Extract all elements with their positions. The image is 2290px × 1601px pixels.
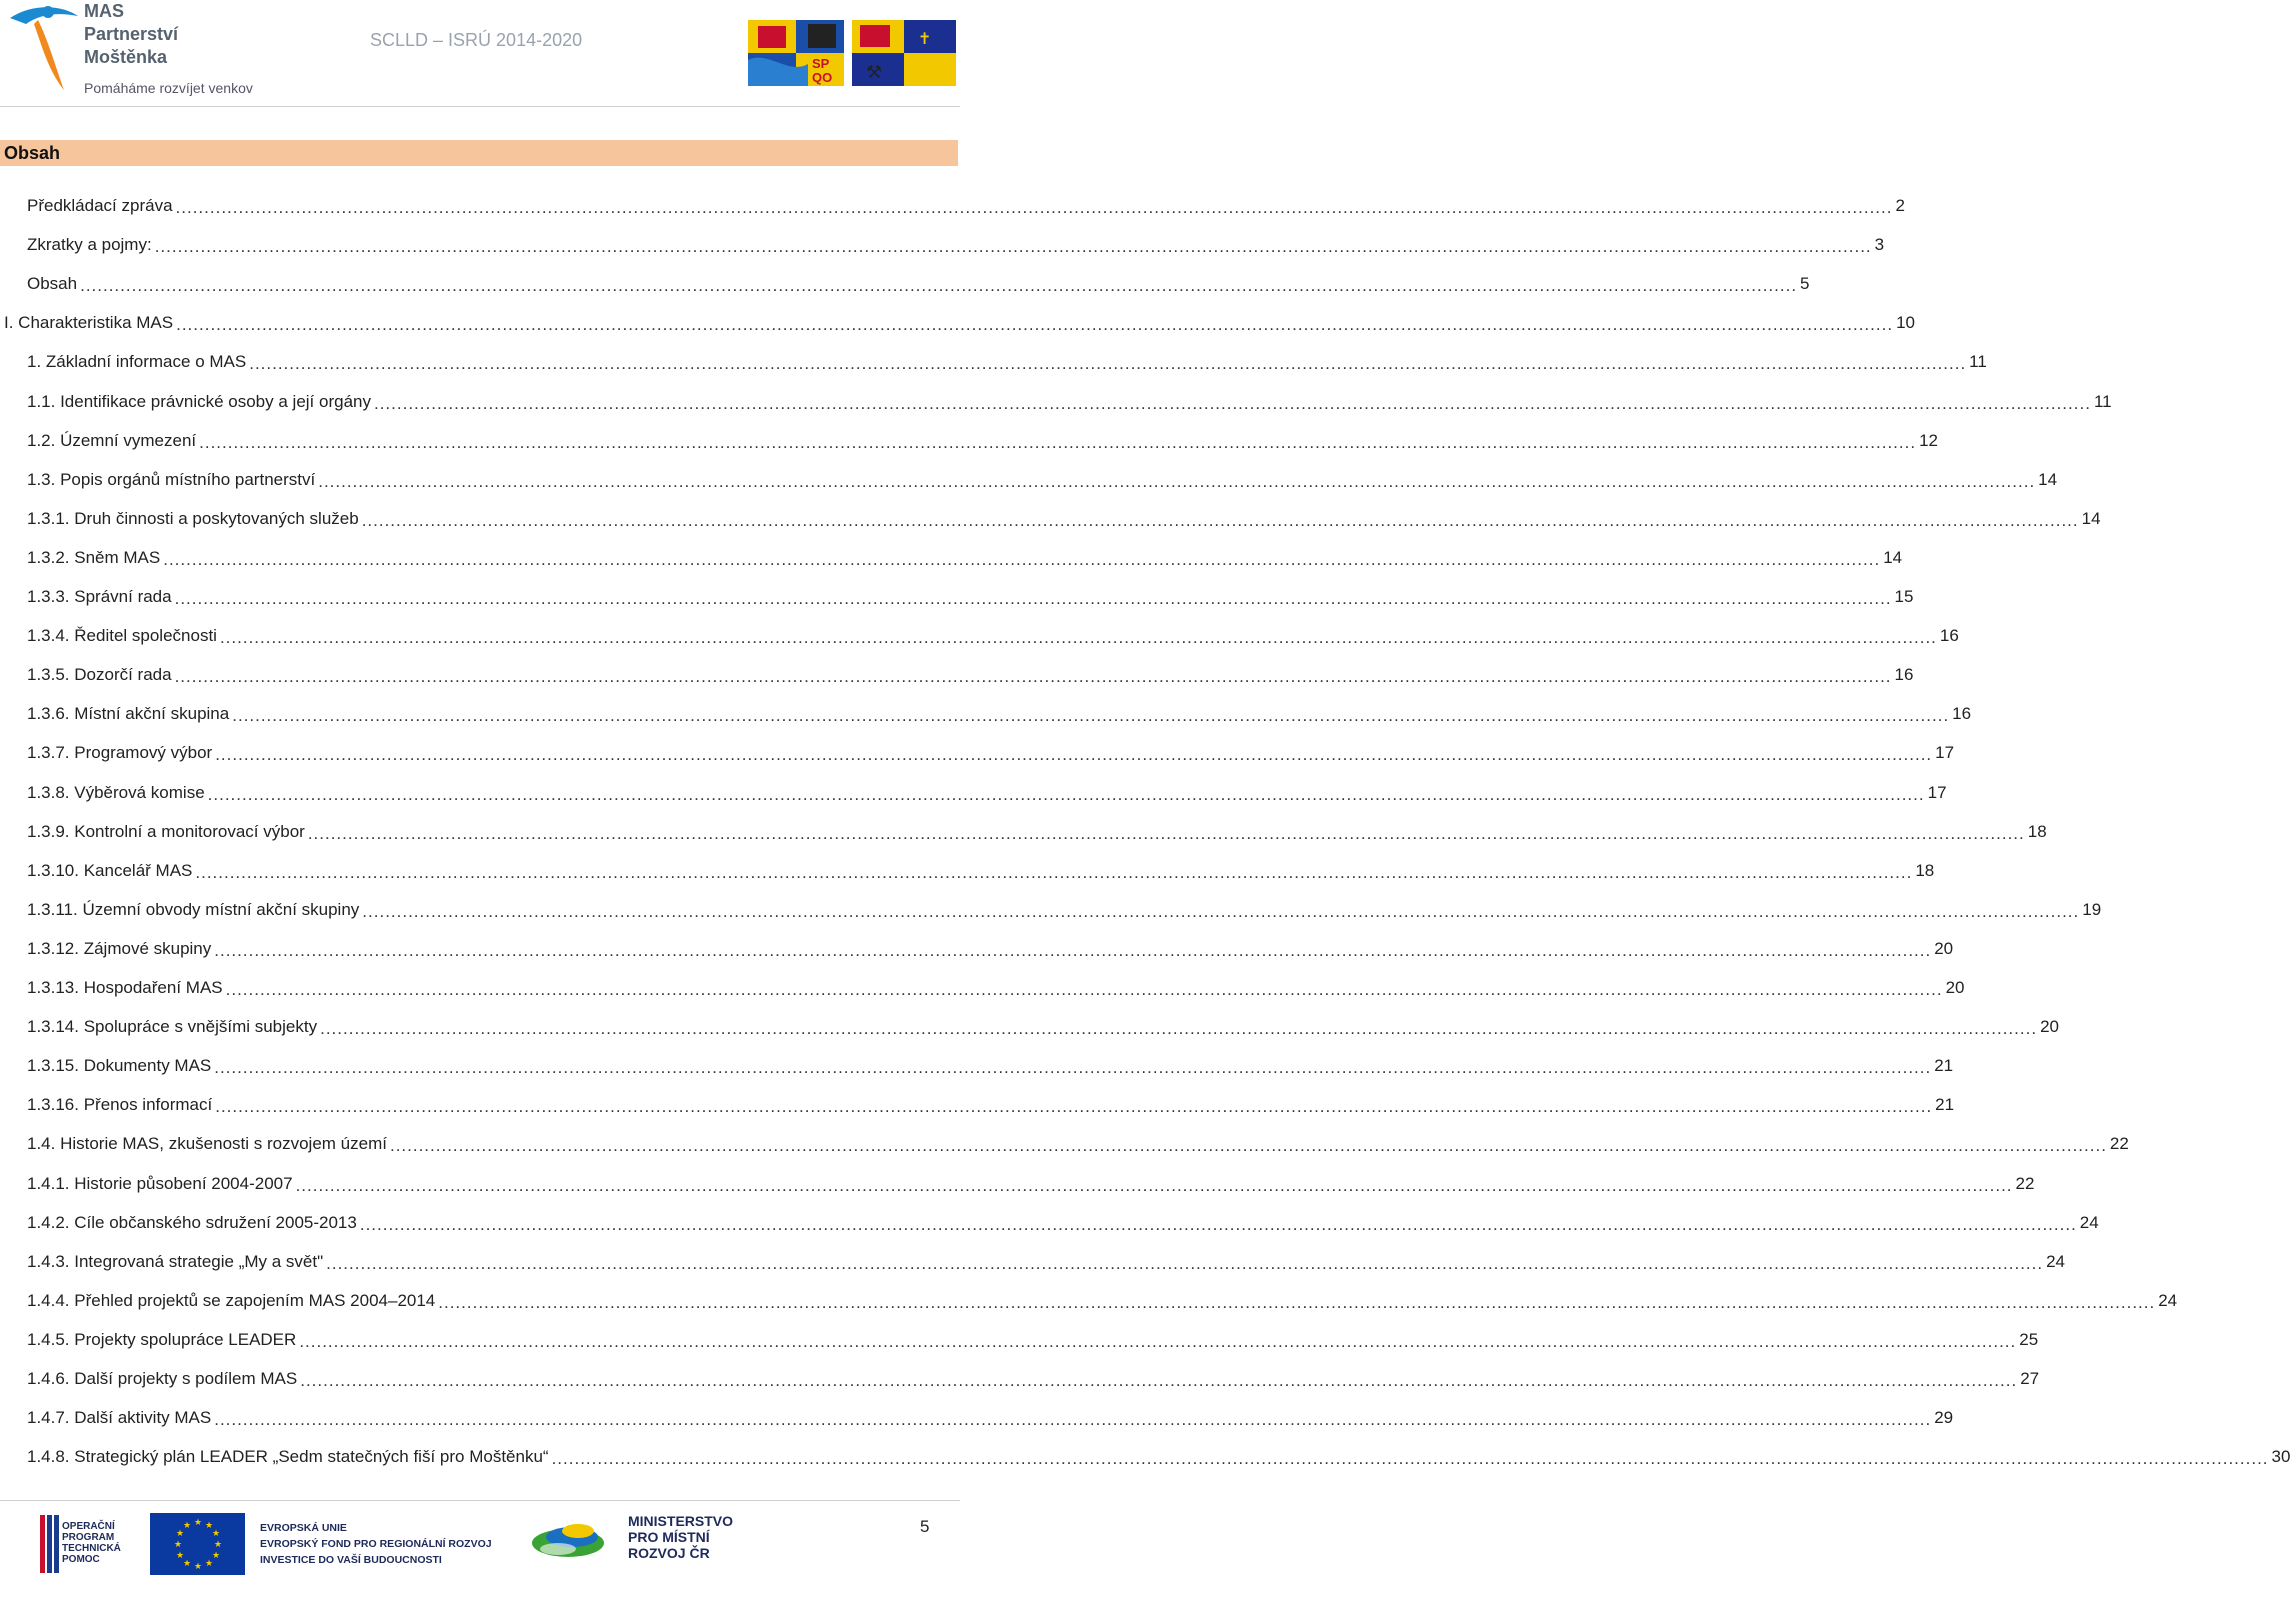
logo-line-3: Moštěnka <box>84 47 168 67</box>
toc-entry[interactable] <box>27 264 1810 295</box>
mas-logo-swoosh-icon <box>4 0 94 100</box>
toc-entry[interactable] <box>27 773 1947 804</box>
eu-line-3: INVESTICE DO VAŠÍ BUDOUCNOSTI <box>260 1554 442 1566</box>
svg-text:★: ★ <box>183 1521 192 1531</box>
toc-entry-page: 10 <box>1896 313 1915 332</box>
toc-entry-title: Obsah <box>27 274 78 293</box>
toc-entry-title: 1.4.2. Cíle občanského sdružení 2005-2013 <box>27 1213 357 1232</box>
toc-entry[interactable] <box>27 1320 2039 1351</box>
toc-leader-dots: ............................................................................................................................................................................................................................................................................................................ <box>232 706 1950 725</box>
toc-entry-page: 27 <box>2020 1369 2040 1388</box>
toc-entry-title: 1.3.3. Správní rada <box>27 587 172 606</box>
svg-text:★: ★ <box>176 1529 185 1539</box>
toc-entry[interactable] <box>27 1164 2035 1195</box>
toc-entry-title: 1.4.7. Další aktivity MAS <box>27 1408 212 1427</box>
toc-leader-dots: ............................................................................................................................................................................................................................................................................................................ <box>214 1058 1932 1077</box>
toc-entry-page: 15 <box>1894 587 1914 606</box>
toc-entry-title: 1.4. Historie MAS, zkušenosti s rozvojem území <box>27 1134 387 1153</box>
toc-entry-title: 1.4.1. Historie působení 2004-2007 <box>27 1174 293 1193</box>
toc-entry-title: 1.4.3. Integrovaná strategie „My a svět" <box>27 1252 324 1271</box>
toc-entry-page: 14 <box>1883 548 1903 567</box>
toc-entry[interactable] <box>27 929 1954 960</box>
toc-entry[interactable] <box>27 968 1965 999</box>
toc-leader-dots: ............................................................................................................................................................................................................................................................................................................ <box>295 1176 2013 1195</box>
toc-leader-dots: ............................................................................................................................................................................................................................................................................................................ <box>154 237 1872 256</box>
toc-entry[interactable] <box>27 1085 1955 1116</box>
toc-entry-title: 1.3.4. Ředitel společnosti <box>27 626 217 645</box>
toc-entry-title: 1.4.4. Přehled projektů se zapojením MAS 2004–2014 <box>27 1291 436 1310</box>
toc-leader-dots: ............................................................................................................................................................................................................................................................................................................ <box>214 941 1932 960</box>
toc-entry-page: 19 <box>2082 900 2102 919</box>
toc-entry-page: 11 <box>1969 352 1987 371</box>
page-header <box>0 0 960 110</box>
toc-entry[interactable] <box>27 851 1935 882</box>
toc-leader-dots: ............................................................................................................................................................................................................................................................................................................ <box>174 589 1892 608</box>
toc-entry[interactable] <box>27 1124 2129 1155</box>
toc-entry-title: 1.3. Popis orgánů místního partnerství <box>27 470 316 489</box>
toc-entry-title: 1.4.8. Strategický plán LEADER „Sedm statečných fiší pro Moštěnku“ <box>27 1447 549 1466</box>
toc-leader-dots: ............................................................................................................................................................................................................................................................................................................ <box>214 1410 1932 1429</box>
toc-entry-page: 14 <box>2081 509 2101 528</box>
op-tp-logo <box>40 1513 160 1573</box>
toc-entry-page: 25 <box>2019 1330 2039 1349</box>
toc-entry[interactable] <box>27 733 1955 764</box>
op-line-2: PROGRAM <box>62 1532 115 1543</box>
section-heading-obsah: Obsah <box>0 140 958 166</box>
toc-entry-title: 1.1. Identifikace právnické osoby a její orgány <box>27 392 371 411</box>
svg-text:✸: ✸ <box>924 61 941 85</box>
toc-entry[interactable] <box>27 538 1903 569</box>
svg-text:★: ★ <box>176 1551 185 1561</box>
logo-text <box>84 0 178 69</box>
toc-entry-page: 22 <box>2109 1134 2129 1153</box>
toc-entry-page: 20 <box>1945 978 1965 997</box>
toc-entry-page: 3 <box>1874 235 1885 254</box>
toc-entry-page: 17 <box>1927 783 1947 802</box>
toc-entry-title: 1.4.5. Projekty spolupráce LEADER <box>27 1330 297 1349</box>
toc-leader-dots: ............................................................................................................................................................................................................................................................................................................ <box>199 433 1917 452</box>
toc-leader-dots: ............................................................................................................................................................................................................................................................................................................ <box>326 1254 2044 1273</box>
logo-line-2: Partnerství <box>84 24 179 44</box>
svg-text:★: ★ <box>205 1559 214 1569</box>
toc-entry-title: 1.3.8. Výběrová komise <box>27 783 205 802</box>
eu-line-2: EVROPSKÝ FOND PRO REGIONÁLNÍ ROZVOJ <box>260 1538 492 1550</box>
toc-leader-dots: ............................................................................................................................................................................................................................................................................................................ <box>175 198 1893 217</box>
toc-entry[interactable] <box>27 1437 2290 1468</box>
toc-entry-page: 16 <box>1894 665 1914 684</box>
toc-entry-page: 20 <box>1934 939 1954 958</box>
toc-entry[interactable] <box>27 225 1885 256</box>
toc-entry-title: 1.3.1. Druh činnosti a poskytovaných služeb <box>27 509 359 528</box>
toc-entry[interactable] <box>27 342 1987 373</box>
toc-entry-page: 21 <box>1935 1095 1955 1114</box>
toc-entry-page: 20 <box>2040 1017 2059 1036</box>
toc-entry[interactable] <box>27 1242 2066 1273</box>
toc-leader-dots: ............................................................................................................................................................................................................................................................................................................ <box>362 902 2080 921</box>
eu-line-1: EVROPSKÁ UNIE <box>260 1522 347 1534</box>
toc-entry-title: 1.4.6. Další projekty s podílem MAS <box>27 1369 298 1388</box>
toc-leader-dots: ............................................................................................................................................................................................................................................................................................................ <box>225 980 1943 999</box>
ministry-text <box>628 1513 733 1561</box>
svg-text:★: ★ <box>183 1559 192 1569</box>
svg-text:★: ★ <box>214 1540 223 1550</box>
footer-divider <box>0 1500 960 1501</box>
toc-entry-title: 1. Základní informace o MAS <box>27 352 247 371</box>
toc-leader-dots: ............................................................................................................................................................................................................................................................................................................ <box>219 628 1937 647</box>
toc-leader-dots: ............................................................................................................................................................................................................................................................................................................ <box>249 354 1967 373</box>
toc-entry[interactable] <box>27 655 1914 686</box>
toc-leader-dots: ............................................................................................................................................................................................................................................................................................................ <box>207 785 1925 804</box>
eu-stars-icon <box>150 1513 245 1575</box>
toc-entry[interactable] <box>27 460 2058 491</box>
toc-entry-page: 18 <box>2027 822 2047 841</box>
logo-tagline: Pomáháme rozvíjet venkov <box>84 80 253 96</box>
toc-leader-dots: ............................................................................................................................................................................................................................................................................................................ <box>318 472 2036 491</box>
toc-leader-dots: ............................................................................................................................................................................................................................................................................................................ <box>195 863 1913 882</box>
coat-of-arms-icon <box>748 20 958 88</box>
toc-leader-dots: ............................................................................................................................................................................................................................................................................................................ <box>320 1019 2038 1038</box>
toc-entry[interactable] <box>27 1398 1954 1429</box>
toc-leader-dots: ............................................................................................................................................................................................................................................................................................................ <box>373 394 2091 413</box>
toc-entry-page: 16 <box>1939 626 1959 645</box>
page-footer <box>0 1505 960 1601</box>
toc-entry[interactable] <box>27 1046 1954 1077</box>
toc-entry[interactable] <box>27 616 1959 647</box>
toc-entry[interactable] <box>27 1203 2099 1234</box>
op-line-3: TECHNICKÁ <box>62 1543 121 1554</box>
toc-leader-dots: ............................................................................................................................................................................................................................................................................................................ <box>299 1332 2017 1351</box>
toc-entry-title: 1.3.15. Dokumenty MAS <box>27 1056 212 1075</box>
toc-entry-page: 11 <box>2093 392 2112 411</box>
document-title: SCLLD – ISRÚ 2014-2020 <box>370 30 583 50</box>
toc-entry-title: 1.3.14. Spolupráce s vnějšími subjekty <box>27 1017 318 1036</box>
header-divider <box>0 106 960 107</box>
toc-entry-page: 24 <box>2158 1291 2178 1310</box>
op-line-1: OPERAČNÍ <box>62 1521 115 1532</box>
page-number: 5 <box>920 1517 930 1536</box>
toc-leader-dots: ............................................................................................................................................................................................................................................................................................................ <box>361 511 2079 530</box>
op-line-4: POMOC <box>62 1554 100 1565</box>
toc-entry-title: 1.2. Územní vymezení <box>27 431 197 450</box>
regional-emblems <box>748 20 958 88</box>
toc-leader-dots: ............................................................................................................................................................................................................................................................................................................ <box>359 1215 2077 1234</box>
toc-leader-dots: ............................................................................................................................................................................................................................................................................................................ <box>438 1293 2156 1312</box>
toc-entry-page: 29 <box>1934 1408 1954 1427</box>
toc-entry[interactable] <box>27 499 2101 530</box>
op-tp-text <box>62 1521 121 1565</box>
op-tp-stripes-icon <box>40 1515 60 1573</box>
toc-entry-title: Předkládací zpráva <box>27 196 173 215</box>
toc-entry[interactable] <box>27 1007 2059 1038</box>
toc-entry-title: 1.3.13. Hospodaření MAS <box>27 978 223 997</box>
toc-entry[interactable] <box>27 694 1972 725</box>
toc-entry[interactable] <box>4 303 1915 334</box>
ministry-line-2: PRO MÍSTNÍ <box>628 1529 710 1545</box>
toc-entry[interactable] <box>27 1281 2178 1312</box>
toc-entry-title: 1.3.12. Zájmové skupiny <box>27 939 212 958</box>
toc-leader-dots: ............................................................................................................................................................................................................................................................................................................ <box>215 745 1933 764</box>
toc-entry-page: 18 <box>1915 861 1935 880</box>
toc-entry-title: 1.3.9. Kontrolní a monitorovací výbor <box>27 822 305 841</box>
toc-entry[interactable] <box>27 186 1905 217</box>
svg-text:★: ★ <box>194 1518 203 1528</box>
toc-entry-title: 1.3.7. Programový výbor <box>27 743 213 762</box>
svg-text:QO: QO <box>812 70 833 85</box>
toc-entry-page: 21 <box>1934 1056 1954 1075</box>
toc-entry[interactable] <box>27 812 2047 843</box>
toc-leader-dots: ............................................................................................................................................................................................................................................................................................................ <box>300 1371 2018 1390</box>
svg-text:★: ★ <box>212 1529 221 1539</box>
toc-entry-title: I. Charakteristika MAS <box>4 313 174 332</box>
toc-entry-page: 22 <box>2015 1174 2035 1193</box>
toc-entry-title: 1.3.16. Přenos informací <box>27 1095 213 1114</box>
eu-text <box>260 1520 492 1568</box>
toc-leader-dots: ............................................................................................................................................................................................................................................................................................................ <box>389 1136 2107 1155</box>
logo-line-1: MAS <box>84 1 124 21</box>
svg-text:★: ★ <box>194 1562 203 1572</box>
toc-leader-dots: ............................................................................................................................................................................................................................................................................................................ <box>174 667 1892 686</box>
eu-flag-icon <box>150 1513 245 1575</box>
toc-entry[interactable] <box>27 421 1938 452</box>
toc-leader-dots: ............................................................................................................................................................................................................................................................................................................ <box>551 1449 2269 1468</box>
toc-leader-dots: ............................................................................................................................................................................................................................................................................................................ <box>215 1097 1933 1116</box>
ministry-line-1: MINISTERSTVO <box>628 1513 734 1529</box>
toc-entry[interactable] <box>27 1359 2040 1390</box>
toc-entry-page: 14 <box>2038 470 2058 489</box>
toc-entry-title: 1.3.11. Územní obvody místní akční skupiny <box>27 900 360 919</box>
toc-entry-title: 1.3.5. Dozorčí rada <box>27 665 172 684</box>
toc-entry-page: 2 <box>1895 196 1905 215</box>
svg-text:✝: ✝ <box>918 29 932 48</box>
toc-entry-page: 17 <box>1935 743 1955 762</box>
mmr-logo-icon <box>528 1515 608 1565</box>
toc-entry-page: 5 <box>1800 274 1810 293</box>
svg-text:⚒: ⚒ <box>866 62 883 83</box>
svg-text:★: ★ <box>205 1521 214 1531</box>
toc-entry[interactable] <box>27 890 2102 921</box>
toc-entry-title: 1.3.6. Místní akční skupina <box>27 704 230 723</box>
toc-entry-title: Zkratky a pojmy: <box>27 235 152 254</box>
toc-entry-page: 12 <box>1919 431 1938 450</box>
toc-leader-dots: ............................................................................................................................................................................................................................................................................................................ <box>176 315 1894 334</box>
toc-entry-page: 16 <box>1952 704 1972 723</box>
toc-entry-page: 30 <box>2271 1447 2290 1466</box>
toc-entry[interactable] <box>27 382 2112 413</box>
svg-text:SP: SP <box>812 56 830 71</box>
toc-entry-title: 1.3.10. Kancelář MAS <box>27 861 193 880</box>
mas-logo <box>4 0 264 105</box>
toc-leader-dots: ............................................................................................................................................................................................................................................................................................................ <box>80 276 1798 295</box>
toc-entry-page: 24 <box>2079 1213 2099 1232</box>
svg-text:★: ★ <box>212 1551 221 1561</box>
toc-entry[interactable] <box>27 577 1914 608</box>
toc-entry-title: 1.3.2. Sněm MAS <box>27 548 161 567</box>
ministry-line-3: ROZVOJ ČR <box>628 1545 710 1561</box>
svg-text:★: ★ <box>174 1540 183 1550</box>
toc-leader-dots: ............................................................................................................................................................................................................................................................................................................ <box>163 550 1881 569</box>
toc-entry-page: 24 <box>2046 1252 2066 1271</box>
toc-leader-dots: ............................................................................................................................................................................................................................................................................................................ <box>307 824 2025 843</box>
